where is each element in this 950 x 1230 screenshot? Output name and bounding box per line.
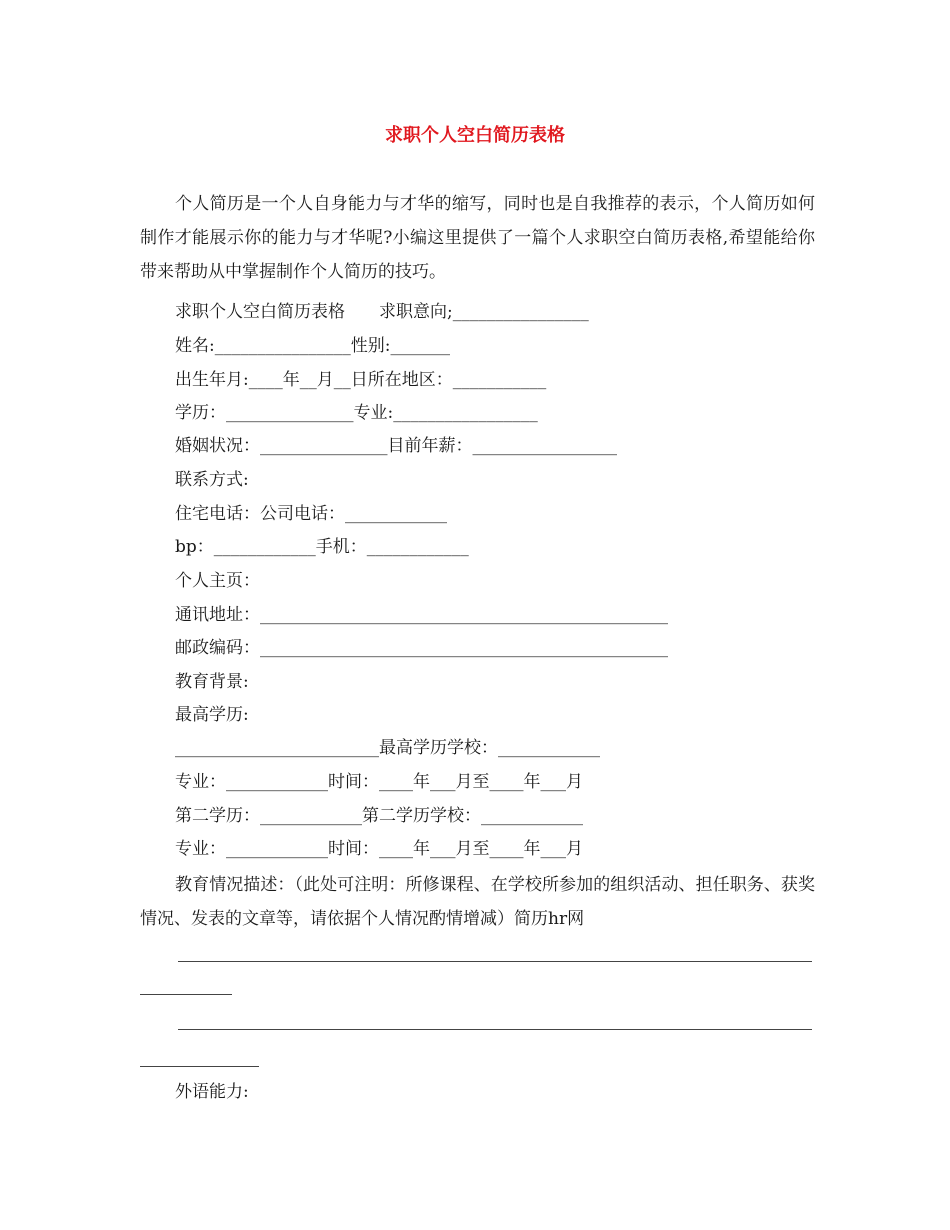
form-line-edu-background: 教育背景: [175, 672, 249, 692]
form-line-education-major: 学历：_______________专业:_________________ [175, 403, 538, 423]
edu-description: 教育情况描述：（此处可注明：所修课程、在学校所参加的组织活动、担任职务、获奖情况、发表的文章等，请依据个人情况酌情增减）简历hr网 [140, 875, 815, 929]
form-line-second-degree: 第二学历：____________第二学历学校：____________ [175, 806, 583, 826]
blank-rule-2b [140, 1066, 259, 1067]
page-title: 求职个人空白简历表格 [385, 125, 565, 146]
form-line-name-gender: 姓名:________________性别:_______ [175, 336, 450, 356]
form-line-job-intent: 求职个人空白简历表格 求职意向;________________ [175, 302, 589, 322]
form-line-phones: 住宅电话：公司电话：____________ [175, 504, 447, 524]
intro-paragraph: 个人简历是一个人自身能力与才华的缩写，同时也是自我推荐的表示，个人简历如何制作才能展示你的能力与才华呢?小编这里提供了一篇个人求职空白简历表格,希望能给你带来帮助从中掌握制作个人简历的技巧。 [140, 194, 815, 282]
form-line-foreign-language: 外语能力: [175, 1082, 249, 1102]
form-line-highest-school: ________________________最高学历学校：____________ [175, 738, 600, 758]
blank-rule-1b [140, 994, 232, 995]
form-line-major-time-1: 专业：____________时间：____年___月至____年___月 [175, 772, 583, 792]
form-line-highest-degree: 最高学历: [175, 705, 249, 725]
blank-rule-2a [178, 1029, 812, 1030]
blank-rule-1a [178, 961, 812, 962]
form-line-homepage: 个人主页： [175, 571, 260, 591]
form-line-address: 通讯地址：________________________________________________ [175, 605, 668, 625]
form-line-bp-mobile: bp：____________手机：____________ [175, 537, 469, 557]
form-line-birth-region: 出生年月:____年__月__日所在地区：___________ [175, 370, 547, 390]
form-line-major-time-2: 专业：____________时间：____年___月至____年___月 [175, 839, 583, 859]
form-line-marital-salary: 婚姻状况：_______________目前年薪：_________________ [175, 436, 617, 456]
form-line-postcode: 邮政编码：________________________________________________ [175, 638, 668, 658]
form-line-contact: 联系方式: [175, 470, 249, 490]
